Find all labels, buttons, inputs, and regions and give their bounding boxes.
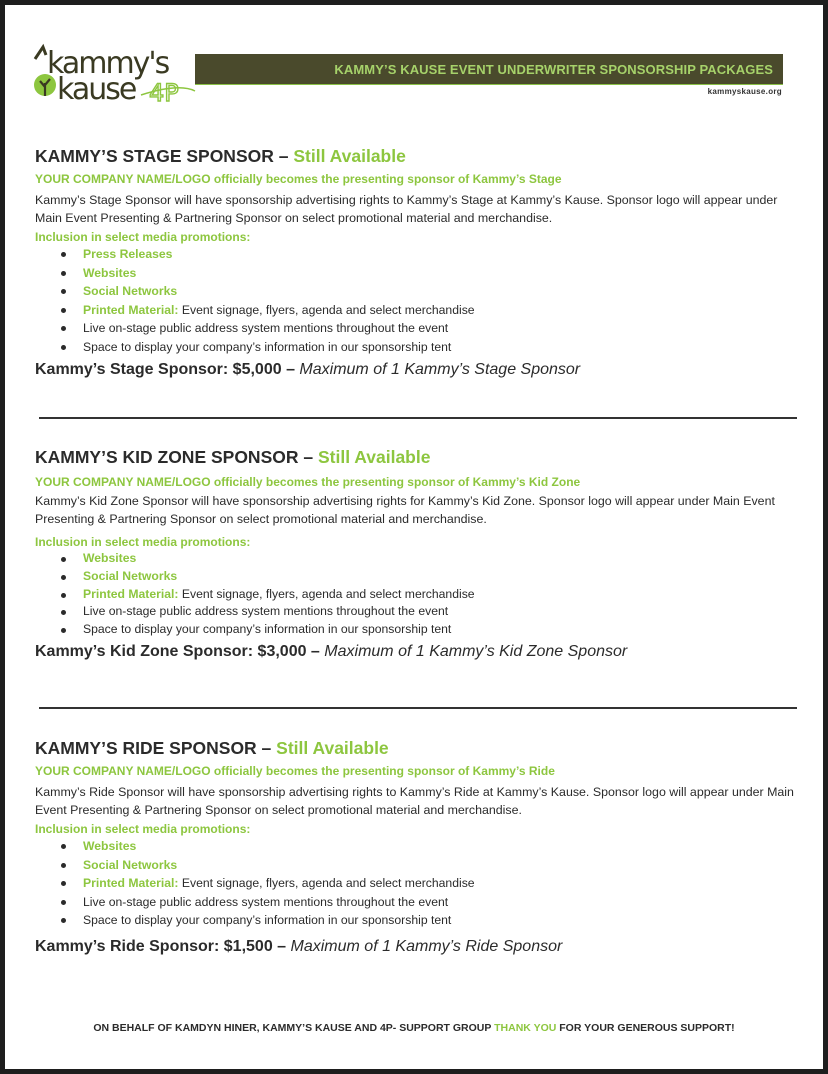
inclusion-label: Inclusion in select media promotions: <box>35 822 251 836</box>
list-item: Social Networks <box>35 856 805 875</box>
media-promotions-list <box>35 837 805 930</box>
list-item: Printed Material: Event signage, flyers, agenda and select merchandise <box>35 874 805 893</box>
list-item: Websites <box>35 837 805 856</box>
media-promotions-list <box>35 245 805 357</box>
availability-status: Still Available <box>276 738 389 758</box>
ride-sponsor-section <box>35 737 805 958</box>
svg-text:4P: 4P <box>149 79 179 107</box>
svg-text:kause: kause <box>57 72 136 107</box>
svg-text:kammy's: kammy's <box>47 46 169 81</box>
website-url: kammyskause.org <box>707 87 782 96</box>
list-item: Live on-stage public address system mentions throughout the event <box>35 603 805 621</box>
list-item: Social Networks <box>35 282 805 301</box>
banner-title: KAMMY’S KAUSE EVENT UNDERWRITER SPONSORSHIP PACKAGES <box>334 61 773 77</box>
list-item: Space to display your company’s information in our sponsorship tent <box>35 911 805 930</box>
inclusion-label: Inclusion in select media promotions: <box>35 230 251 244</box>
section-title: KAMMY’S KID ZONE SPONSOR – Still Available <box>35 447 431 467</box>
list-item: Live on-stage public address system mentions throughout the event <box>35 319 805 338</box>
list-item: Social Networks <box>35 568 805 586</box>
kammys-kause-logo <box>29 43 197 107</box>
section-description: Kammy’s Kid Zone Sponsor will have sponsorship advertising rights for Kammy’s Kid Zone. Sponsor logo will appear under Main Event Presenting & Partnering Sponsor on select promotional material and merchandise. <box>35 494 775 526</box>
price-line: Kammy’s Stage Sponsor: $5,000 – Maximum of 1 Kammy’s Stage Sponsor <box>35 360 581 378</box>
media-promotions-list <box>35 550 805 639</box>
list-item: Press Releases <box>35 245 805 264</box>
section-subtitle: YOUR COMPANY NAME/LOGO officially becomes the presenting sponsor of Kammy’s Stage <box>35 172 562 186</box>
section-subtitle: YOUR COMPANY NAME/LOGO officially becomes the presenting sponsor of Kammy’s Kid Zone <box>35 475 581 489</box>
header-banner <box>195 54 783 84</box>
list-item: Space to display your company’s information in our sponsorship tent <box>35 621 805 639</box>
banner-underline <box>195 84 783 85</box>
price-line: Kammy’s Ride Sponsor: $1,500 – Maximum of 1 Kammy’s Ride Sponsor <box>35 937 563 955</box>
section-title: KAMMY’S STAGE SPONSOR – Still Available <box>35 146 406 166</box>
list-item: Printed Material: Event signage, flyers, agenda and select merchandise <box>35 301 805 320</box>
list-item: Printed Material: Event signage, flyers, agenda and select merchandise <box>35 586 805 604</box>
list-item: Live on-stage public address system mentions throughout the event <box>35 893 805 912</box>
section-description: Kammy’s Ride Sponsor will have sponsorship advertising rights to Kammy’s Ride at Kammy’s Kause. Sponsor logo will appear under Main Event Presenting & Partnering Sponsor on select promotional material and merchandise. <box>35 785 794 817</box>
kid-zone-sponsor-section <box>35 446 805 663</box>
list-item: Websites <box>35 264 805 283</box>
section-title: KAMMY’S RIDE SPONSOR – Still Available <box>35 738 389 758</box>
inclusion-label: Inclusion in select media promotions: <box>35 535 251 549</box>
list-item: Websites <box>35 550 805 568</box>
thank-you-text: THANK YOU <box>494 1022 557 1034</box>
stage-sponsor-section <box>35 145 805 381</box>
availability-status: Still Available <box>317 447 431 467</box>
list-item: Space to display your company’s information in our sponsorship tent <box>35 338 805 357</box>
footer-thanks: ON BEHALF OF KAMDYN HINER, KAMMY’S KAUSE AND 4P- SUPPORT GROUP THANK YOU FOR YOUR GENEROUS SUPPORT! <box>93 1022 735 1034</box>
document-page <box>5 5 823 1069</box>
section-subtitle: YOUR COMPANY NAME/LOGO officially becomes the presenting sponsor of Kammy’s Ride <box>35 764 555 778</box>
section-divider <box>39 707 797 709</box>
section-description: Kammy’s Stage Sponsor will have sponsorship advertising rights to Kammy’s Stage at Kammy’s Kause. Sponsor logo will appear under Main Event Presenting & Partnering Sponsor on select promotional material and merchandise. <box>35 193 778 225</box>
availability-status: Still Available <box>293 146 406 166</box>
price-line: Kammy’s Kid Zone Sponsor: $3,000 – Maximum of 1 Kammy’s Kid Zone Sponsor <box>35 642 628 660</box>
section-divider <box>39 417 797 419</box>
